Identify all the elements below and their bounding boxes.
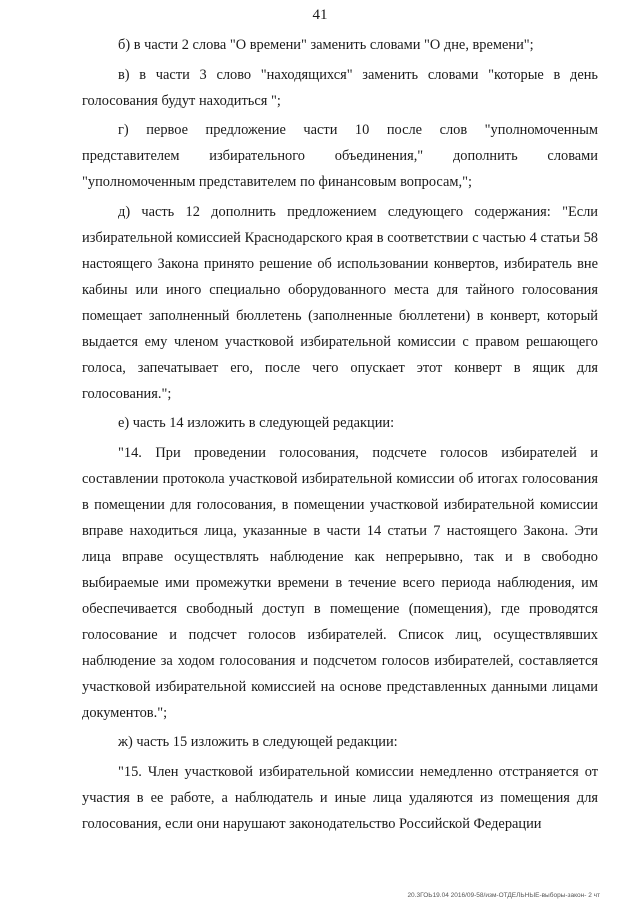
paragraph-b: б) в части 2 слова "О времени" заменить словами "О дне, времени"; (118, 37, 534, 53)
paragraph-part-14: "14. При проведении голосования, подсчете голосов избирателей и составлении протокола участковой избирательной комиссии об итогах голосования в помещении для голосования, в помещении участковой избирательной комиссии вправе находиться лица, указанные в части 14 статьи 7 настоящего Закона. Эти лица вправе осуществлять наблюдение как непрерывно, так и в свободно выбираемые ими промежутки времени в течение всего периода наблюдения, им обеспечивается свободный доступ в помещение (помещения), где проводятся голосование и подсчет голосов избирателей. Список лиц, осуществлявших наблюдение за ходом голосования и подсчетом голосов избирателей, составляется участковой избирательной комиссией на основе представленных данными лицами документов."; (82, 444, 598, 721)
paragraph-part-15: "15. Член участковой избирательной комиссии немедленно отстраняется от участия в ее работе, а наблюдатель и иные лица удаляются из помещения для голосования, если они нарушают законодательство Российской Федерации (82, 763, 598, 832)
document-body (82, 32, 598, 840)
paragraph-e: е) часть 14 изложить в следующей редакции: (118, 415, 395, 431)
paragraph-g: г) первое предложение части 10 после слов "уполномоченным представителем избирательного объединения," дополнить словами "уполномоченным представителем по финансовым вопросам,"; (82, 122, 598, 190)
footer-document-code: 20.3ГОЬ19.04 2016/09-58/изм-ОТДЕЛЬНЫЕ-выборы-закон- 2 чт (407, 892, 600, 899)
page-number: 41 (312, 7, 328, 23)
paragraph-v: в) в части 3 слово "находящихся" заменить словами "которые в день голосования будут находиться "; (82, 66, 598, 109)
paragraph-d: д) часть 12 дополнить предложением следующего содержания: "Если избирательной комиссией Краснодарского края в соответствии с частью 4 статьи 58 настоящего Закона принято решение об использовании конвертов, избиратель вне кабины или иного специально оборудованного места для тайного голосования помещает заполненный бюллетень (заполненные бюллетени) в конверт, который выдается ему членом участковой избирательной комиссии с правом решающего голоса, запечатывает его, после чего опускает этот конверт в ящик для голосования."; (82, 203, 598, 402)
paragraph-zh: ж) часть 15 изложить в следующей редакции: (118, 734, 398, 750)
